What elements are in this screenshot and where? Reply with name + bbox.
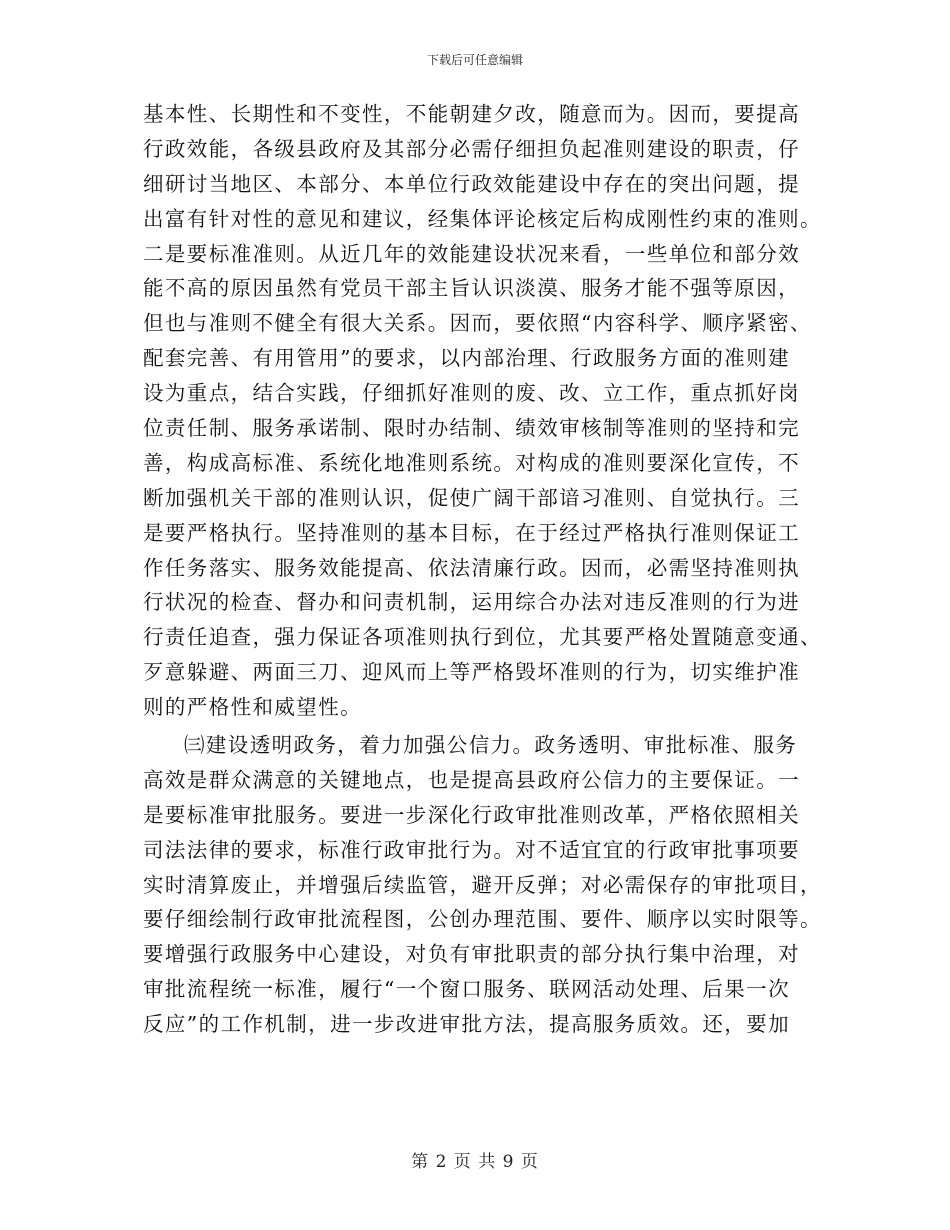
text-line: 细研讨当地区、本部分、本单位行政效能建设中存在的突出问题，提 (143, 171, 800, 196)
text-line: 行政效能，各级县政府及其部分必需仔细担负起准则建设的职责，仔 (143, 136, 800, 161)
text-line: 设为重点，结合实践，仔细抓好准则的废、改、立工作，重点抓好岗 (143, 381, 800, 406)
text-line: 则的严格性和威望性。 (143, 695, 362, 720)
text-line: 是要严格执行。坚持准则的基本目标，在于经过严格执行准则保证工 (143, 520, 800, 545)
text-line: 审批流程统一标准，履行“一个窗口服务、联网活动处理、后果一次 (143, 977, 790, 1002)
page-footer: 第 2 页 共 9 页 (411, 1152, 539, 1172)
text-line: 但也与准则不健全有很大关系。因而，要依照“内容科学、顺序紧密、 (143, 311, 812, 336)
text-line: 行状况的检查、督办和问责机制，运用综合办法对违反准则的行为进 (143, 590, 800, 615)
text-line: 行责任追查，强力保证各项准则执行到位，尤其要严格处置随意变通、 (143, 625, 822, 650)
text-line: 要增强行政服务中心建设，对负有审批职责的部分执行集中治理，对 (143, 942, 800, 967)
paragraph-1 (143, 97, 822, 725)
text-line: 反应”的工作机制，进一步改进审批方法，提高服务质效。还，要加 (143, 1012, 790, 1037)
page-header: 下载后可任意编辑 (426, 53, 523, 67)
text-line: 歹意躲避、两面三刀、迎风而上等严格毁坏准则的行为，切实维护准 (143, 660, 800, 685)
text-line: 作任务落实、服务效能提高、依法清廉行政。因而，必需坚持准则执 (143, 555, 800, 580)
text-line: 要仔细绘制行政审批流程图，公创办理范围、要件、顺序以实时限等。 (143, 907, 822, 932)
text-line: ㈢建设透明政务，着力加强公信力。政务透明、审批标准、服务 (184, 733, 798, 758)
text-line: 实时清算废止，并增强后续监管，避开反弹；对必需保存的审批项目， (143, 872, 822, 897)
text-line: 高效是群众满意的关键地点，也是提高县政府公信力的主要保证。一 (143, 767, 800, 792)
text-line: 基本性、长期性和不变性，不能朝建夕改，随意而为。因而，要提高 (143, 102, 800, 126)
text-line: 位责任制、服务承诺制、限时办结制、绩效审核制等准则的坚持和完 (143, 416, 800, 441)
text-line: 断加强机关干部的准则认识，促使广阔干部谙习准则、自觉执行。三 (143, 485, 800, 510)
text-line: 司法法律的要求，标准行政审批行为。对不适宜宜的行政审批事项要 (143, 837, 800, 862)
text-line: 善，构成高标准、系统化地准则系统。对构成的准则要深化宣传，不 (143, 450, 800, 475)
text-line: 是要标准审批服务。要进一步深化行政审批准则改革，严格依照相关 (143, 802, 800, 827)
paragraph-2 (143, 728, 822, 1042)
text-line: 出富有针对性的意见和建议，经集体评论核定后构成刚性约束的准则。 (143, 206, 822, 231)
text-line: 配套完善、有用管用”的要求，以内部治理、行政服务方面的准则建 (143, 346, 790, 371)
text-line: 二是要标准准则。从近几年的效能建设状况来看，一些单位和部分效 (143, 241, 800, 266)
text-line: 能不高的原因虽然有党员干部主旨认识淡漠、服务才能不强等原因， (143, 276, 800, 301)
body-text (143, 97, 822, 1042)
